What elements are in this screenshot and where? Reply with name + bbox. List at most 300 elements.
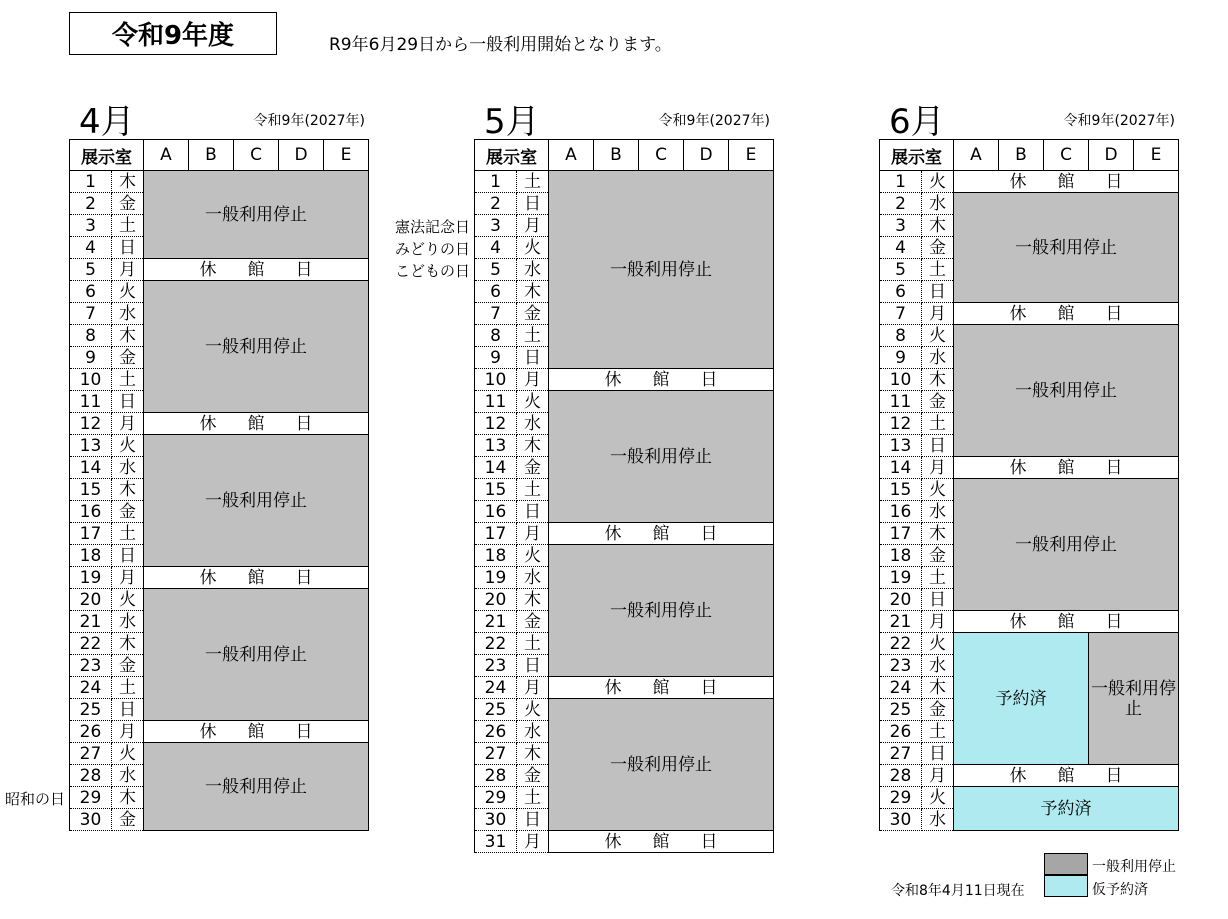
closed-char: 館 xyxy=(1057,457,1075,478)
day-of-week: 水 xyxy=(922,501,954,523)
room-col-d: D xyxy=(279,140,324,171)
status-closed-row xyxy=(549,523,774,545)
day-of-week: 金 xyxy=(922,391,954,413)
day-number: 11 xyxy=(880,391,922,413)
day-number: 13 xyxy=(70,435,112,457)
closed-char: 館 xyxy=(247,413,265,434)
closed-char: 日 xyxy=(295,259,313,280)
status-closed-row xyxy=(954,171,1179,193)
day-row xyxy=(880,611,1179,633)
closed-label xyxy=(549,832,773,852)
day-number: 19 xyxy=(880,567,922,589)
day-row xyxy=(475,523,774,545)
closed-char: 休 xyxy=(199,721,217,742)
room-col-b: B xyxy=(999,140,1044,171)
day-of-week: 月 xyxy=(517,677,549,699)
day-of-week: 日 xyxy=(517,193,549,215)
closed-label xyxy=(954,766,1178,786)
room-col-b: B xyxy=(189,140,234,171)
day-number: 20 xyxy=(880,589,922,611)
day-of-week: 土 xyxy=(922,567,954,589)
day-of-week: 日 xyxy=(922,743,954,765)
day-of-week: 木 xyxy=(517,281,549,303)
day-number: 26 xyxy=(475,721,517,743)
day-of-week: 金 xyxy=(112,501,144,523)
day-number: 15 xyxy=(70,479,112,501)
closed-char: 休 xyxy=(604,831,622,852)
closed-label xyxy=(549,370,773,390)
day-number: 18 xyxy=(880,545,922,567)
day-of-week: 日 xyxy=(112,391,144,413)
holiday-label: 憲法記念日 xyxy=(394,218,470,236)
closed-char: 日 xyxy=(1105,171,1123,192)
status-stop-block: 一般利用停止 xyxy=(144,589,369,721)
day-row xyxy=(880,479,1179,501)
day-of-week: 日 xyxy=(112,699,144,721)
day-of-week: 木 xyxy=(922,369,954,391)
month-label: 4月 xyxy=(79,102,135,142)
day-of-week: 木 xyxy=(112,479,144,501)
day-of-week: 日 xyxy=(517,501,549,523)
day-of-week: 火 xyxy=(517,391,549,413)
day-number: 22 xyxy=(475,633,517,655)
day-of-week: 日 xyxy=(922,435,954,457)
room-col-e: E xyxy=(324,140,369,171)
room-col-c: C xyxy=(234,140,279,171)
legend-swatch-tentative xyxy=(1044,875,1088,897)
day-number: 6 xyxy=(70,281,112,303)
as-of-date: 令和8年4月11日現在 xyxy=(891,883,1025,899)
day-of-week: 火 xyxy=(112,743,144,765)
holiday-label: こどもの日 xyxy=(394,262,470,280)
year-label: 令和9年(2027年) xyxy=(1063,113,1175,129)
day-row xyxy=(70,567,369,589)
day-of-week: 日 xyxy=(517,347,549,369)
day-number: 11 xyxy=(70,391,112,413)
day-row xyxy=(880,457,1179,479)
status-reserved-block: 予約済 xyxy=(954,787,1179,831)
day-of-week: 日 xyxy=(922,589,954,611)
day-of-week: 火 xyxy=(517,699,549,721)
day-number: 20 xyxy=(475,589,517,611)
day-number: 14 xyxy=(70,457,112,479)
day-of-week: 土 xyxy=(922,413,954,435)
day-number: 29 xyxy=(475,787,517,809)
day-number: 22 xyxy=(70,633,112,655)
legend-label-stop: 一般利用停止 xyxy=(1092,859,1176,875)
day-row xyxy=(475,369,774,391)
closed-char: 館 xyxy=(247,567,265,588)
day-number: 12 xyxy=(475,413,517,435)
room-header: 展示室 xyxy=(475,140,549,171)
closed-label xyxy=(144,260,368,280)
day-row xyxy=(70,281,369,303)
day-of-week: 金 xyxy=(112,809,144,831)
day-number: 23 xyxy=(475,655,517,677)
day-row xyxy=(880,765,1179,787)
room-col-a: A xyxy=(549,140,594,171)
calendar-table xyxy=(879,139,1179,831)
day-number: 30 xyxy=(70,809,112,831)
status-closed-row xyxy=(954,611,1179,633)
room-col-e: E xyxy=(729,140,774,171)
room-col-d: D xyxy=(1089,140,1134,171)
calendar-table xyxy=(474,139,774,853)
day-of-week: 水 xyxy=(112,765,144,787)
day-number: 14 xyxy=(475,457,517,479)
day-of-week: 木 xyxy=(517,435,549,457)
day-number: 13 xyxy=(880,435,922,457)
day-number: 29 xyxy=(880,787,922,809)
day-of-week: 水 xyxy=(517,413,549,435)
day-of-week: 金 xyxy=(517,457,549,479)
header-row xyxy=(475,140,774,171)
day-row xyxy=(70,589,369,611)
day-of-week: 金 xyxy=(112,193,144,215)
day-number: 26 xyxy=(880,721,922,743)
day-of-week: 月 xyxy=(517,831,549,853)
day-of-week: 月 xyxy=(517,523,549,545)
closed-char: 館 xyxy=(1057,611,1075,632)
day-of-week: 月 xyxy=(517,215,549,237)
day-number: 15 xyxy=(880,479,922,501)
closed-char: 日 xyxy=(700,677,718,698)
day-of-week: 水 xyxy=(922,193,954,215)
closed-label xyxy=(144,414,368,434)
closed-char: 館 xyxy=(247,259,265,280)
day-number: 20 xyxy=(70,589,112,611)
fiscal-year-title: 令和9年度 xyxy=(69,12,277,55)
day-of-week: 土 xyxy=(517,479,549,501)
day-number: 28 xyxy=(880,765,922,787)
day-number: 17 xyxy=(880,523,922,545)
closed-char: 休 xyxy=(199,567,217,588)
day-of-week: 金 xyxy=(517,303,549,325)
day-number: 6 xyxy=(880,281,922,303)
day-number: 3 xyxy=(475,215,517,237)
day-of-week: 木 xyxy=(112,787,144,809)
room-header: 展示室 xyxy=(880,140,954,171)
status-stop-block: 一般利用停止 xyxy=(144,281,369,413)
day-number: 22 xyxy=(880,633,922,655)
day-number: 4 xyxy=(475,237,517,259)
day-of-week: 水 xyxy=(112,611,144,633)
day-number: 3 xyxy=(70,215,112,237)
day-of-week: 火 xyxy=(922,787,954,809)
day-of-week: 日 xyxy=(112,237,144,259)
closed-label xyxy=(954,172,1178,192)
day-number: 26 xyxy=(70,721,112,743)
status-closed-row xyxy=(144,567,369,589)
day-number: 11 xyxy=(475,391,517,413)
day-of-week: 木 xyxy=(517,589,549,611)
closed-label xyxy=(954,458,1178,478)
month-label: 6月 xyxy=(889,102,945,142)
year-label: 令和9年(2027年) xyxy=(253,113,365,129)
status-closed-row xyxy=(954,303,1179,325)
room-col-e: E xyxy=(1134,140,1179,171)
day-number: 21 xyxy=(70,611,112,633)
day-number: 9 xyxy=(880,347,922,369)
day-number: 5 xyxy=(880,259,922,281)
day-of-week: 火 xyxy=(112,281,144,303)
day-of-week: 月 xyxy=(922,457,954,479)
day-of-week: 土 xyxy=(112,215,144,237)
closed-char: 日 xyxy=(1105,457,1123,478)
day-of-week: 火 xyxy=(922,325,954,347)
legend-swatch-stop xyxy=(1044,853,1088,875)
room-col-a: A xyxy=(144,140,189,171)
day-of-week: 月 xyxy=(517,369,549,391)
day-row xyxy=(70,743,369,765)
day-of-week: 月 xyxy=(112,721,144,743)
day-of-week: 火 xyxy=(922,633,954,655)
day-number: 24 xyxy=(880,677,922,699)
day-number: 24 xyxy=(70,677,112,699)
day-of-week: 金 xyxy=(112,655,144,677)
status-closed-row xyxy=(144,413,369,435)
day-of-week: 火 xyxy=(517,545,549,567)
day-of-week: 水 xyxy=(922,347,954,369)
day-of-week: 木 xyxy=(922,677,954,699)
day-number: 30 xyxy=(880,809,922,831)
status-closed-row xyxy=(549,831,774,853)
day-of-week: 土 xyxy=(112,369,144,391)
status-stop-block: 一般利用停止 xyxy=(144,171,369,259)
day-number: 27 xyxy=(475,743,517,765)
day-number: 18 xyxy=(475,545,517,567)
day-row xyxy=(475,831,774,853)
day-number: 9 xyxy=(70,347,112,369)
day-of-week: 土 xyxy=(517,633,549,655)
closed-label xyxy=(549,524,773,544)
closed-char: 休 xyxy=(199,259,217,280)
day-row xyxy=(70,171,369,193)
status-stop-block: 一般利用停止 xyxy=(1089,633,1179,765)
day-number: 29 xyxy=(70,787,112,809)
day-of-week: 木 xyxy=(112,325,144,347)
opening-notice: R9年6月29日から一般利用開始となります。 xyxy=(329,35,672,55)
day-of-week: 月 xyxy=(922,611,954,633)
day-row xyxy=(70,259,369,281)
day-number: 10 xyxy=(70,369,112,391)
room-col-a: A xyxy=(954,140,999,171)
day-row xyxy=(70,413,369,435)
day-of-week: 金 xyxy=(517,765,549,787)
room-col-d: D xyxy=(684,140,729,171)
day-number: 30 xyxy=(475,809,517,831)
room-col-c: C xyxy=(1044,140,1089,171)
day-number: 1 xyxy=(475,171,517,193)
closed-char: 日 xyxy=(700,523,718,544)
day-row xyxy=(880,787,1179,809)
day-number: 25 xyxy=(70,699,112,721)
closed-char: 休 xyxy=(1009,457,1027,478)
closed-char: 日 xyxy=(1105,303,1123,324)
day-number: 10 xyxy=(880,369,922,391)
status-stop-block: 一般利用停止 xyxy=(549,699,774,831)
header-row xyxy=(70,140,369,171)
closed-char: 休 xyxy=(1009,765,1027,786)
status-closed-row xyxy=(144,259,369,281)
status-closed-row xyxy=(144,721,369,743)
status-stop-block: 一般利用停止 xyxy=(954,325,1179,457)
day-number: 16 xyxy=(880,501,922,523)
day-number: 27 xyxy=(880,743,922,765)
day-of-week: 日 xyxy=(112,545,144,567)
closed-label xyxy=(954,304,1178,324)
day-of-week: 金 xyxy=(517,611,549,633)
day-of-week: 木 xyxy=(517,743,549,765)
calendar-table xyxy=(69,139,369,831)
status-stop-block: 一般利用停止 xyxy=(549,391,774,523)
day-of-week: 日 xyxy=(922,281,954,303)
day-number: 2 xyxy=(880,193,922,215)
day-number: 8 xyxy=(475,325,517,347)
closed-label xyxy=(549,678,773,698)
day-row xyxy=(880,325,1179,347)
day-number: 2 xyxy=(475,193,517,215)
year-label: 令和9年(2027年) xyxy=(658,113,770,129)
closed-char: 休 xyxy=(604,523,622,544)
closed-char: 日 xyxy=(1105,611,1123,632)
day-row xyxy=(475,171,774,193)
day-of-week: 木 xyxy=(112,171,144,193)
day-number: 8 xyxy=(70,325,112,347)
day-row xyxy=(880,303,1179,325)
status-stop-block: 一般利用停止 xyxy=(144,743,369,831)
day-row xyxy=(475,545,774,567)
day-number: 14 xyxy=(880,457,922,479)
day-row xyxy=(475,391,774,413)
day-number: 17 xyxy=(475,523,517,545)
status-stop-block: 一般利用停止 xyxy=(954,479,1179,611)
day-of-week: 火 xyxy=(922,171,954,193)
closed-char: 日 xyxy=(295,721,313,742)
closed-char: 館 xyxy=(1057,303,1075,324)
day-row xyxy=(880,633,1179,655)
day-row xyxy=(70,435,369,457)
month-label: 5月 xyxy=(484,102,540,142)
day-number: 13 xyxy=(475,435,517,457)
day-number: 12 xyxy=(70,413,112,435)
day-of-week: 土 xyxy=(517,787,549,809)
day-number: 16 xyxy=(70,501,112,523)
closed-char: 館 xyxy=(1057,171,1075,192)
day-of-week: 土 xyxy=(922,721,954,743)
status-closed-row xyxy=(549,369,774,391)
day-of-week: 月 xyxy=(922,303,954,325)
closed-char: 休 xyxy=(1009,303,1027,324)
day-of-week: 日 xyxy=(517,809,549,831)
day-of-week: 土 xyxy=(517,325,549,347)
day-number: 18 xyxy=(70,545,112,567)
day-number: 23 xyxy=(70,655,112,677)
status-stop-block: 一般利用停止 xyxy=(144,435,369,567)
day-of-week: 水 xyxy=(112,303,144,325)
day-of-week: 土 xyxy=(112,677,144,699)
status-stop-block: 一般利用停止 xyxy=(549,171,774,369)
day-of-week: 木 xyxy=(922,523,954,545)
room-header: 展示室 xyxy=(70,140,144,171)
room-col-b: B xyxy=(594,140,639,171)
holiday-label: 昭和の日 xyxy=(4,790,65,808)
closed-char: 館 xyxy=(652,523,670,544)
closed-char: 日 xyxy=(700,831,718,852)
day-number: 7 xyxy=(70,303,112,325)
month-may xyxy=(394,100,774,860)
closed-char: 館 xyxy=(1057,765,1075,786)
closed-char: 館 xyxy=(652,831,670,852)
day-number: 7 xyxy=(475,303,517,325)
day-of-week: 木 xyxy=(112,633,144,655)
day-of-week: 水 xyxy=(517,721,549,743)
day-of-week: 土 xyxy=(922,259,954,281)
day-of-week: 火 xyxy=(112,435,144,457)
closed-label xyxy=(954,612,1178,632)
day-number: 16 xyxy=(475,501,517,523)
day-number: 31 xyxy=(475,831,517,853)
holiday-label: みどりの日 xyxy=(394,240,470,258)
day-row xyxy=(70,721,369,743)
day-row xyxy=(880,193,1179,215)
day-number: 12 xyxy=(880,413,922,435)
day-number: 21 xyxy=(880,611,922,633)
day-number: 24 xyxy=(475,677,517,699)
closed-label xyxy=(144,722,368,742)
closed-char: 休 xyxy=(1009,611,1027,632)
day-number: 3 xyxy=(880,215,922,237)
day-of-week: 月 xyxy=(112,259,144,281)
day-of-week: 月 xyxy=(922,765,954,787)
day-number: 4 xyxy=(70,237,112,259)
day-number: 4 xyxy=(880,237,922,259)
day-of-week: 火 xyxy=(922,479,954,501)
day-number: 5 xyxy=(70,259,112,281)
day-row xyxy=(880,171,1179,193)
day-of-week: 水 xyxy=(922,809,954,831)
day-of-week: 金 xyxy=(922,545,954,567)
day-of-week: 月 xyxy=(112,567,144,589)
status-closed-row xyxy=(954,765,1179,787)
status-stop-block: 一般利用停止 xyxy=(954,193,1179,303)
day-number: 21 xyxy=(475,611,517,633)
day-of-week: 土 xyxy=(517,171,549,193)
day-of-week: 水 xyxy=(517,567,549,589)
status-closed-row xyxy=(549,677,774,699)
status-reserved-block: 予約済 xyxy=(954,633,1089,765)
day-of-week: 月 xyxy=(112,413,144,435)
closed-char: 休 xyxy=(604,369,622,390)
status-closed-row xyxy=(954,457,1179,479)
day-number: 17 xyxy=(70,523,112,545)
closed-char: 館 xyxy=(652,677,670,698)
closed-label xyxy=(144,568,368,588)
day-of-week: 水 xyxy=(922,655,954,677)
day-of-week: 日 xyxy=(517,655,549,677)
day-number: 28 xyxy=(70,765,112,787)
day-of-week: 金 xyxy=(112,347,144,369)
day-of-week: 金 xyxy=(922,237,954,259)
day-of-week: 水 xyxy=(112,457,144,479)
closed-char: 休 xyxy=(199,413,217,434)
day-of-week: 木 xyxy=(922,215,954,237)
closed-char: 休 xyxy=(604,677,622,698)
day-number: 19 xyxy=(475,567,517,589)
day-number: 1 xyxy=(880,171,922,193)
closed-char: 日 xyxy=(295,413,313,434)
day-of-week: 水 xyxy=(517,259,549,281)
